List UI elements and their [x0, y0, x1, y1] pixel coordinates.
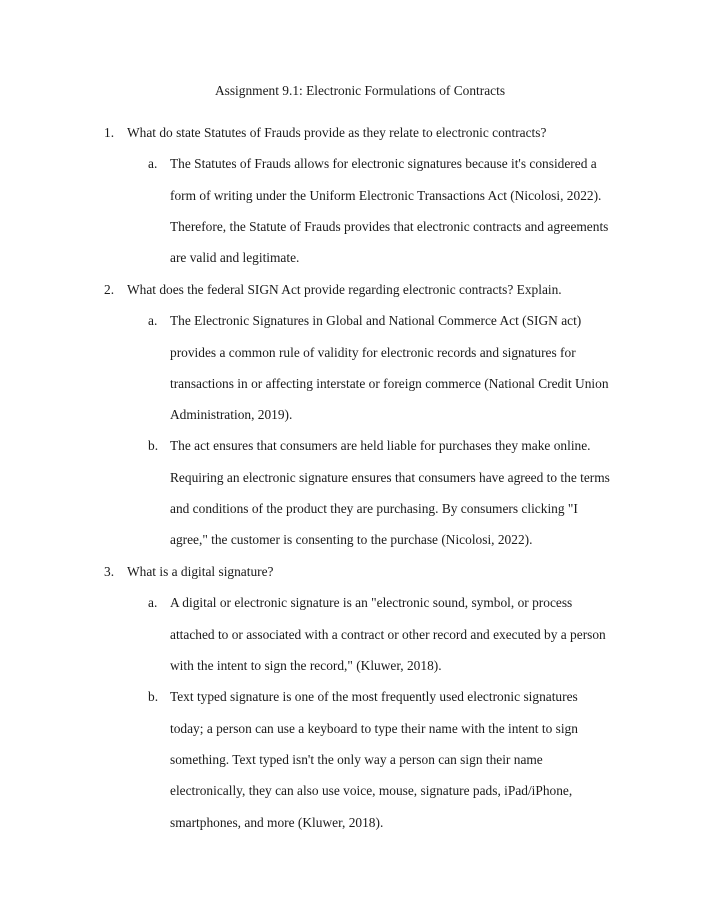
question-3: [104, 563, 274, 581]
answer-line: The Electronic Signatures in Global and National Commerce Act (SIGN act): [170, 313, 582, 329]
answer-text: [170, 430, 640, 555]
question-2: [104, 281, 562, 299]
answer-line: electronically, they can also use voice, mouse, signature pads, iPad/iPhone,: [170, 783, 573, 799]
question-number: 2.: [104, 282, 115, 297]
answer-line: Requiring an electronic signature ensures that consumers have agreed to the terms: [170, 469, 610, 485]
question-1: [104, 124, 546, 142]
answer-line: smartphones, and more (Kluwer, 2018).: [170, 814, 384, 830]
question-text: What is a digital signature?: [127, 564, 274, 579]
answer-letter: a.: [148, 595, 158, 610]
answer-line: form of writing under the Uniform Electronic Transactions Act (Nicolosi, 2022).: [170, 187, 602, 203]
answer-line: are valid and legitimate.: [170, 250, 300, 266]
answer-text: [170, 148, 640, 273]
answer-line: A digital or electronic signature is an "electronic sound, symbol, or process: [170, 595, 573, 611]
answer-letter: b.: [148, 438, 159, 453]
answer-text: [170, 681, 640, 837]
document-title: Assignment 9.1: Electronic Formulations of Contracts: [214, 83, 506, 98]
answer-line: attached to or associated with a contract or other record and executed by a person: [170, 626, 606, 642]
answer-line: something. Text typed isn't the only way a person can sign their name: [170, 751, 543, 767]
answer-line: The act ensures that consumers are held liable for purchases they make online.: [170, 438, 591, 454]
question-text: What does the federal SIGN Act provide regarding electronic contracts? Explain.: [127, 282, 562, 297]
answer-text: [170, 587, 640, 681]
answer-line: transactions in or affecting interstate or foreign commerce (National Credit Union: [170, 375, 609, 391]
answer-letter: a.: [148, 313, 158, 328]
question-number: 1.: [104, 125, 115, 140]
answer-letter: b.: [148, 689, 159, 704]
answer-text: [170, 305, 640, 430]
answer-line: agree," the customer is consenting to the purchase (Nicolosi, 2022).: [170, 532, 533, 548]
answer-line: with the intent to sign the record," (Kluwer, 2018).: [170, 657, 442, 673]
answer-line: provides a common rule of validity for electronic records and signatures for: [170, 344, 576, 360]
question-text: What do state Statutes of Frauds provide as they relate to electronic contracts?: [127, 125, 547, 140]
answer-letter: a.: [148, 156, 158, 171]
answer-line: Administration, 2019).: [170, 407, 293, 423]
answer-line: The Statutes of Frauds allows for electronic signatures because it's considered a: [170, 156, 597, 172]
answer-line: Text typed signature is one of the most frequently used electronic signatures: [170, 689, 578, 705]
answer-line: Therefore, the Statute of Frauds provides that electronic contracts and agreements: [170, 218, 609, 234]
answer-line: and conditions of the product they are purchasing. By consumers clicking "I: [170, 500, 578, 516]
answer-line: today; a person can use a keyboard to type their name with the intent to sign: [170, 720, 578, 736]
question-number: 3.: [104, 564, 115, 579]
